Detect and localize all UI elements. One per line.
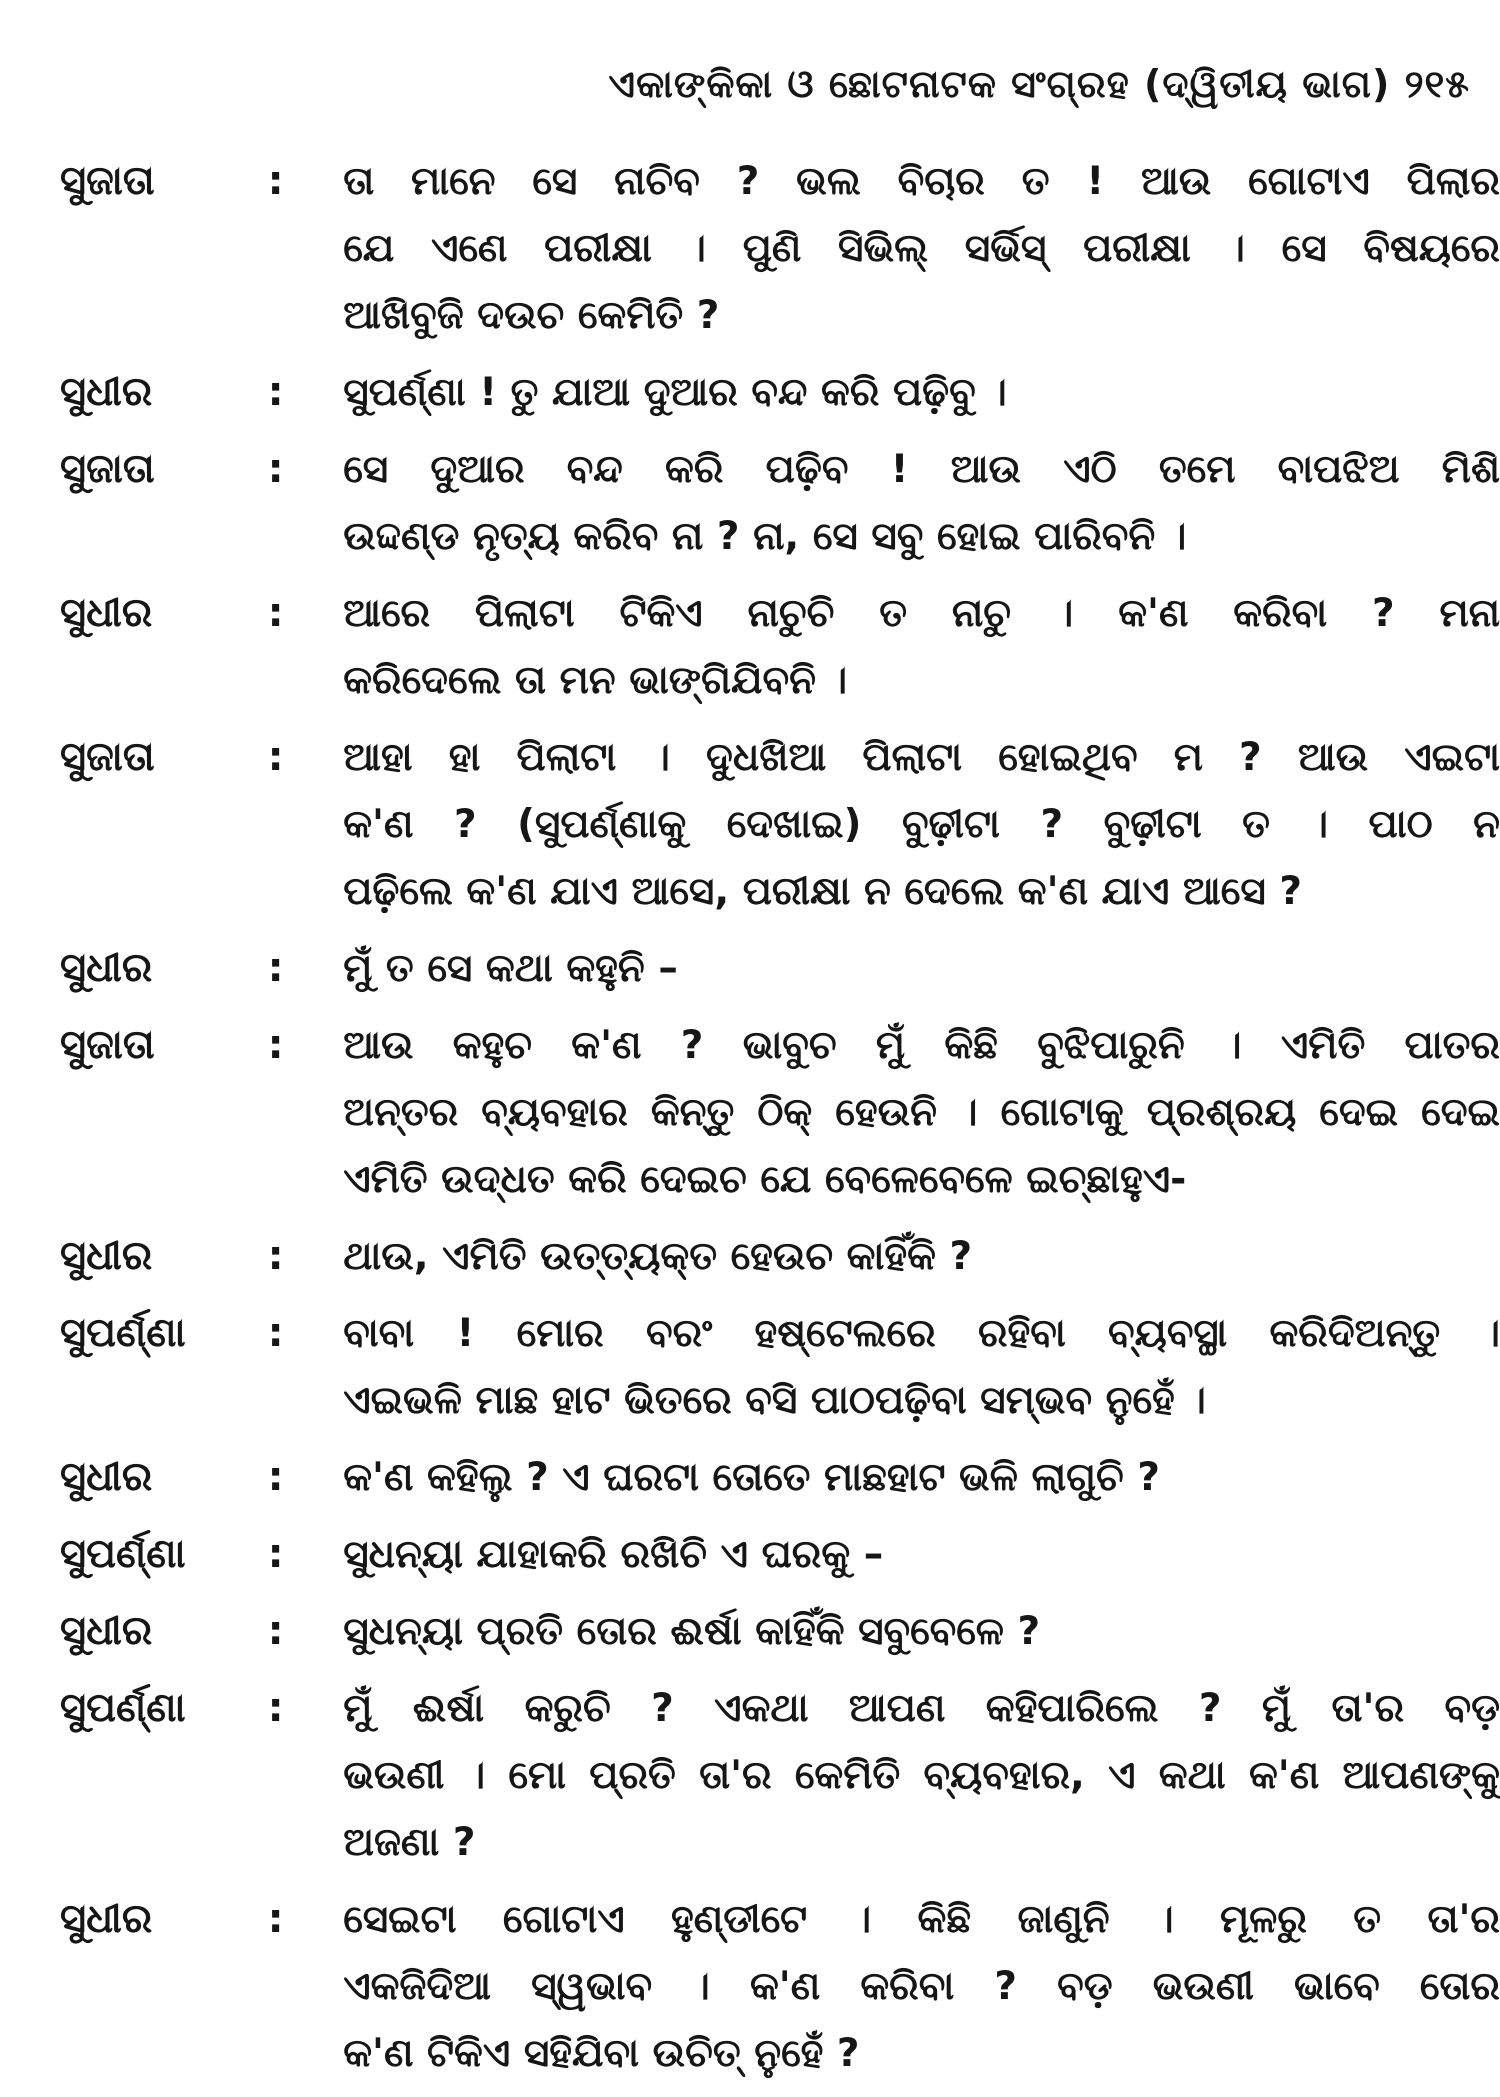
dialogue-text: [343, 935, 1500, 1002]
entry-spacer: [0, 1665, 1500, 1675]
dialogue-line: ଏମିତି ଉଦ୍ଧତ କରି ଦେଇଚ ଯେ ବେଳେବେଳେ ଇଚ୍ଛାହୁଏ-: [343, 1157, 1187, 1202]
speaker-name: ସୁଧୀର: [60, 369, 153, 415]
dialogue-line: ପଢ଼ିଲେ କ'ଣ ଯାଏ ଆସେ, ପରୀକ୍ଷା ନ ଦେଲେ କ'ଣ ଯାଏ ଆସେ ?: [343, 869, 1302, 914]
dialogue-entry: [0, 935, 1500, 1002]
dialogue-line: ତା ମାନେ ସେ ନାଚିବ ? ଭଲ ବିଚାର ତ ! ଆଉ ଗୋଟାଏ ପିଲାର: [343, 159, 1500, 204]
entry-spacer: [0, 1434, 1500, 1444]
speaker-colon: :: [267, 1608, 284, 1654]
entry-spacer: [0, 1290, 1500, 1300]
speaker-name: ସୁଜାତା: [60, 158, 155, 204]
speaker-colon: :: [267, 1310, 284, 1356]
dialogue-line: ଏଇଭଳି ମାଛ ହାଟ ଭିତରେ ବସି ପାଠପଢ଼ିବା ସମ୍ଭବ ନୁହେଁ ।: [343, 1378, 1206, 1423]
speaker-colon: :: [267, 734, 284, 780]
speaker-colon: :: [267, 1531, 284, 1577]
entry-spacer: [0, 1588, 1500, 1598]
dialogue-text: [343, 1598, 1500, 1665]
dialogue-entry: [0, 1300, 1500, 1434]
entry-spacer: [0, 349, 1500, 359]
dialogue-line: ଥାଉ, ଏମିତି ଉତ୍ତ୍ୟକ୍ତ ହେଉଚ କାହିଁକି ?: [343, 1234, 973, 1279]
dialogue-entry: [0, 148, 1500, 349]
dialogue-text: [343, 1444, 1500, 1511]
dialogue-entry: [0, 580, 1500, 714]
dialogue-line: ଅଜଣା ?: [343, 1820, 476, 1865]
speaker-colon: :: [267, 369, 284, 415]
dialogue-text: [343, 1521, 1500, 1588]
speaker-name: ସୁପର୍ଣ୍ଣା: [60, 1531, 186, 1577]
dialogue-line: ଭଉଣୀ । ମୋ ପ୍ରତି ତା'ର କେମିତି ବ୍ୟବହାର, ଏ କଥା କ'ଣ ଆପଣଙ୍କୁ: [343, 1753, 1500, 1798]
speaker-name: ସୁଧୀର: [60, 1896, 153, 1942]
speaker-colon: :: [267, 1896, 284, 1942]
speaker-colon: :: [267, 446, 284, 492]
speaker-colon: :: [267, 1685, 284, 1731]
dialogue-text: [343, 359, 1500, 426]
dialogue-entry: [0, 724, 1500, 925]
entry-spacer: [0, 1511, 1500, 1521]
speaker-name: ସୁଧୀର: [60, 1233, 153, 1279]
dialogue-line: ସୁପର୍ଣ୍ଣା ! ତୁ ଯାଆ ଦୁଆର ବନ୍ଦ କରି ପଢ଼ିବୁ ।: [343, 370, 1007, 415]
dialogue-text: [343, 436, 1500, 570]
dialogue-line: ସୁଧନ୍ୟା ପ୍ରତି ତୋର ଈର୍ଷା କାହିଁକି ସବୁବେଳେ ?: [343, 1609, 1041, 1654]
dialogue-line: କରିଦେଲେ ତା ମନ ଭାଙ୍ଗିଯିବନି ।: [343, 658, 848, 703]
dialogue-body: [0, 148, 1500, 2097]
dialogue-line: ମୁଁ ଈର୍ଷା କରୁଚି ? ଏକଥା ଆପଣ କହିପାରିଲେ ? ମୁଁ ତା'ର ବଡ଼: [343, 1686, 1500, 1731]
speaker-name: ସୁଜାତା: [60, 734, 155, 780]
dialogue-text: [343, 580, 1500, 714]
dialogue-entry: [0, 1886, 1500, 2087]
dialogue-entry: [0, 1521, 1500, 1588]
speaker-name: ସୁଧୀର: [60, 1454, 153, 1500]
entry-spacer: [0, 2087, 1500, 2097]
dialogue-line: ସେ ଦୁଆର ବନ୍ଦ କରି ପଢ଼ିବ ! ଆଉ ଏଠି ତମେ ବାପଝିଅ ମିଶି: [343, 447, 1500, 492]
speaker-name: ସୁପର୍ଣ୍ଣା: [60, 1685, 186, 1731]
dialogue-text: [343, 724, 1500, 925]
entry-spacer: [0, 570, 1500, 580]
speaker-colon: :: [267, 590, 284, 636]
dialogue-line: ଆଖିବୁଜି ଦଉଚ କେମିତି ?: [343, 293, 720, 338]
speaker-colon: :: [267, 945, 284, 991]
dialogue-text: [343, 1886, 1500, 2087]
dialogue-entry: [0, 1444, 1500, 1511]
dialogue-line: ଆହା ହା ପିଲାଟା । ଦୁଧଖିଆ ପିଲାଟା ହୋଇଥିବ ମ ? ଆଉ ଏଇଟା: [343, 735, 1500, 780]
entry-spacer: [0, 925, 1500, 935]
speaker-name: ସୁପର୍ଣ୍ଣା: [60, 1310, 186, 1356]
dialogue-line: ବାବା ! ମୋର ବରଂ ହଷ୍ଟେଲରେ ରହିବା ବ୍ୟବସ୍ଥା କରିଦିଅନ୍ତୁ ।: [343, 1311, 1500, 1356]
speaker-colon: :: [267, 1022, 284, 1068]
entry-spacer: [0, 426, 1500, 436]
dialogue-line: ଯେ ଏଣେ ପରୀକ୍ଷା । ପୁଣି ସିଭିଲ୍ ସର୍ଭିସ୍ ପରୀକ୍ଷା । ସେ ବିଷୟରେ: [343, 226, 1500, 271]
dialogue-entry: [0, 1598, 1500, 1665]
dialogue-entry: [0, 1012, 1500, 1213]
entry-spacer: [0, 1213, 1500, 1223]
speaker-name: ସୁଜାତା: [60, 446, 155, 492]
dialogue-text: [343, 1675, 1500, 1876]
dialogue-line: ଅନ୍ତର ବ୍ୟବହାର କିନ୍ତୁ ଠିକ୍ ହେଉନି । ଗୋଟାକୁ ପ୍ରଶ୍ରୟ ଦେଇ ଦେଇ: [343, 1090, 1500, 1135]
speaker-name: ସୁଜାତା: [60, 1022, 155, 1068]
speaker-colon: :: [267, 1454, 284, 1500]
dialogue-line: ସୁଧନ୍ୟା ଯାହାକରି ରଖିଚି ଏ ଘରକୁ –: [343, 1532, 884, 1577]
speaker-name: ସୁଧୀର: [60, 1608, 153, 1654]
speaker-colon: :: [267, 158, 284, 204]
dialogue-text: [343, 1300, 1500, 1434]
entry-spacer: [0, 1002, 1500, 1012]
dialogue-line: ସେଇଟା ଗୋଟାଏ ହୁଣ୍ଡୀଟେ । କିଛି ଜାଣୁନି । ମୂଳରୁ ତ ତା'ର: [343, 1897, 1500, 1942]
dialogue-entry: [0, 436, 1500, 570]
dialogue-text: [343, 148, 1500, 349]
dialogue-line: କ'ଣ କହିଲୁ ? ଏ ଘରଟା ତୋତେ ମାଛହାଟ ଭଳି ଲାଗୁଚି ?: [343, 1455, 1160, 1500]
dialogue-line: ଏକଜିଦିଆ ସ୍ୱଭାବ । କ'ଣ କରିବା ? ବଡ଼ ଭଉଣୀ ଭାବେ ତୋର: [343, 1964, 1500, 2009]
entry-spacer: [0, 714, 1500, 724]
speaker-colon: :: [267, 1233, 284, 1279]
entry-spacer: [0, 1876, 1500, 1886]
dialogue-line: ମୁଁ ତ ସେ କଥା କହୁନି –: [343, 946, 678, 991]
dialogue-line: ଉଦ୍ଦଣ୍ଡ ନୃତ୍ୟ କରିବ ନା ? ନା, ସେ ସବୁ ହୋଇ ପାରିବନି ।: [343, 514, 1187, 559]
dialogue-line: କ'ଣ ଟିକିଏ ସହିଯିବା ଉଚିତ୍ ନୁହେଁ ?: [343, 2031, 860, 2076]
page-header: ଏକାଙ୍କିକା ଓ ଛୋଟନାଟକ ସଂଗ୍ରହ (ଦ୍ୱିତୀୟ ଭାଗ) ୨୧୫: [608, 62, 1470, 106]
dialogue-line: ଆଉ କହୁଚ କ'ଣ ? ଭାବୁଚ ମୁଁ କିଛି ବୁଝିପାରୁନି । ଏମିତି ପାତର: [343, 1023, 1500, 1068]
dialogue-line: କ'ଣ ? (ସୁପର୍ଣ୍ଣାକୁ ଦେଖାଇ) ବୁଢ଼ୀଟା ? ବୁଢ଼ୀଟା ତ । ପାଠ ନ: [343, 802, 1500, 847]
speaker-name: ସୁଧୀର: [60, 945, 153, 991]
dialogue-entry: [0, 1675, 1500, 1876]
dialogue-entry: [0, 359, 1500, 426]
dialogue-line: ଆରେ ପିଲାଟା ଟିକିଏ ନାଚୁଚି ତ ନାଚୁ । କ'ଣ କରିବା ? ମନା: [343, 591, 1500, 636]
speaker-name: ସୁଧୀର: [60, 590, 153, 636]
dialogue-text: [343, 1223, 1500, 1290]
dialogue-text: [343, 1012, 1500, 1213]
dialogue-entry: [0, 1223, 1500, 1290]
